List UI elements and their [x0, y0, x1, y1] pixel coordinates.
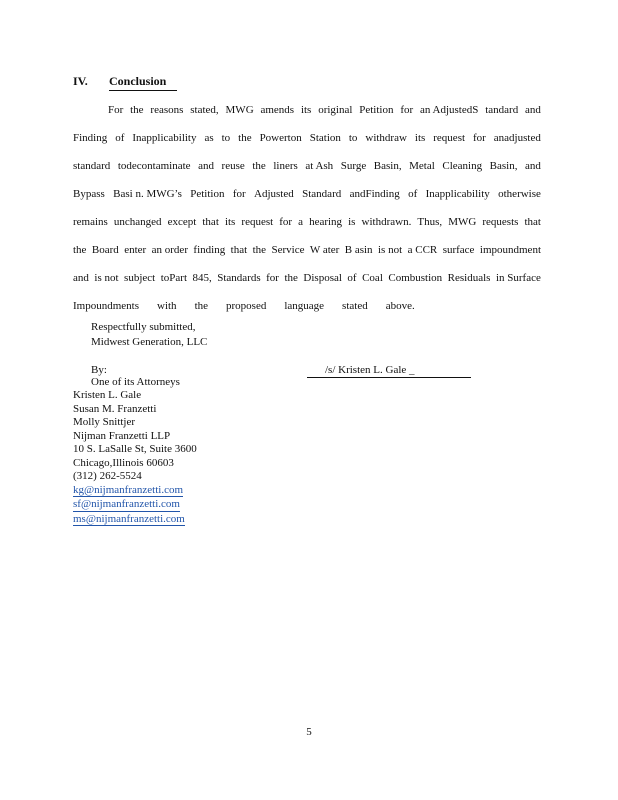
paragraph-word: liners: [273, 160, 298, 172]
paragraph-word: stated,: [190, 104, 219, 116]
paragraph-line: [73, 152, 541, 180]
paragraph-word: For: [108, 104, 124, 116]
attorney-name: Kristen L. Gale: [73, 389, 142, 401]
paragraph-word: Impoundments: [73, 300, 139, 312]
paragraph-word: for: [279, 216, 293, 228]
paragraph-word: impoundment: [479, 244, 541, 256]
paragraph-word: requests: [482, 216, 519, 228]
paragraph-word: Board: [91, 244, 119, 256]
paragraph-line: [73, 180, 541, 208]
paragraph-word: toPart: [160, 272, 187, 284]
paragraph-word: finding: [193, 244, 226, 256]
paragraph-word: reasons: [150, 104, 184, 116]
paragraph-word: the: [284, 272, 298, 284]
paragraph-word: Petition: [190, 188, 225, 200]
paragraph-word: MWG: [448, 216, 477, 228]
paragraph-word: Combustion: [388, 272, 443, 284]
paragraph-word: in Surface: [495, 272, 541, 284]
paragraph-word: Coal: [362, 272, 383, 284]
phone-number: (312) 262-5524: [73, 470, 142, 482]
paragraph-word: its: [224, 216, 236, 228]
paragraph-word: Surge: [340, 160, 367, 172]
paragraph-word: as: [204, 132, 214, 144]
paragraph-word: Powerton: [259, 132, 302, 144]
paragraph-word: an AdjustedS: [420, 104, 479, 116]
paragraph-word: anadjusted: [493, 132, 541, 144]
paragraph-word: that: [230, 244, 248, 256]
paragraph-word: its: [300, 104, 312, 116]
paragraph-word: and: [525, 160, 541, 172]
paragraph-word: unchanged: [113, 216, 162, 228]
address-line-2: Chicago,Illinois 60603: [73, 456, 174, 469]
paragraph-word: proposed: [226, 300, 267, 312]
paragraph-word: Metal: [409, 160, 435, 172]
paragraph-word: for: [266, 272, 279, 284]
paragraph-word: Adjusted: [254, 188, 294, 200]
paragraph-word: reuse: [221, 160, 245, 172]
paragraph-word: language: [284, 300, 325, 312]
email-link[interactable]: sf@nijmanfranzetti.com: [73, 498, 180, 510]
paragraph-word: Cleaning: [442, 160, 483, 172]
paragraph-word: withdraw: [365, 132, 407, 144]
paragraph-word: above.: [385, 300, 415, 312]
paragraph-word: otherwise: [498, 188, 541, 200]
paragraph-word: that: [524, 216, 541, 228]
paragraph-word: Standard: [302, 188, 342, 200]
paragraph-word: is: [348, 216, 356, 228]
paragraph-word: the: [194, 300, 209, 312]
paragraph-line: [73, 208, 541, 236]
paragraph-word: stated: [342, 300, 368, 312]
paragraph-word: request: [433, 132, 466, 144]
paragraph-word: remains: [73, 216, 108, 228]
paragraph-word: with: [157, 300, 177, 312]
paragraph-word: Petition: [359, 104, 394, 116]
section-title: Conclusion: [109, 74, 177, 91]
paragraph-word: Service: [271, 244, 305, 256]
attorney-name: Molly Snittjer: [73, 416, 136, 428]
paragraph-word: at Ash: [305, 160, 334, 172]
paragraph-word: tandard: [485, 104, 519, 116]
paragraph-word: subject: [124, 272, 156, 284]
closing-respectfully: Respectfully submitted,: [91, 321, 196, 333]
paragraph-word: Basin,: [373, 160, 402, 172]
paragraph-word: Bypass: [73, 188, 105, 200]
paragraph-word: of: [408, 188, 418, 200]
paragraph-word: Inapplicability: [132, 132, 197, 144]
paragraph-word: enter: [124, 244, 147, 256]
paragraph-word: that: [202, 216, 219, 228]
paragraph-word: for: [400, 104, 414, 116]
paragraph-line: [73, 124, 541, 152]
paragraph-word: and: [198, 160, 214, 172]
paragraph-word: of: [115, 132, 125, 144]
paragraph-word: the: [238, 132, 252, 144]
paragraph-word: Disposal: [303, 272, 342, 284]
paragraph-word: a: [298, 216, 304, 228]
paragraph-word: B asin: [344, 244, 373, 256]
paragraph-word: todecontaminate: [117, 160, 191, 172]
attorney-block: [73, 389, 197, 527]
paragraph-word: Basin,: [489, 160, 518, 172]
paragraph-line: [73, 236, 541, 264]
attorney-designation: One of its Attorneys: [91, 376, 180, 388]
paragraph-word: its: [414, 132, 426, 144]
paragraph-word: surface: [442, 244, 475, 256]
paragraph-line: [73, 264, 541, 292]
paragraph-word: withdrawn.: [361, 216, 412, 228]
paragraph-word: standard: [73, 160, 111, 172]
paragraph-word: the: [252, 244, 267, 256]
paragraph-word: Finding: [73, 132, 108, 144]
address-line-1: 10 S. LaSalle St, Suite 3600: [73, 443, 197, 455]
paragraph-word: the: [252, 160, 266, 172]
paragraph-word: Station: [309, 132, 341, 144]
paragraph-word: Basi n. MWG’s: [113, 188, 182, 200]
paragraph-word: Residuals: [447, 272, 491, 284]
paragraph-word: is not: [94, 272, 119, 284]
paragraph-word: andFinding: [349, 188, 400, 200]
paragraph-line: [73, 96, 541, 124]
signature-line: /s/ Kristen L. Gale _: [307, 363, 471, 378]
attorney-name: Susan M. Franzetti: [73, 402, 157, 415]
paragraph-line: [73, 292, 541, 320]
paragraph-word: amends: [260, 104, 295, 116]
paragraph-word: request: [241, 216, 274, 228]
page-number: 5: [306, 726, 312, 738]
paragraph-word: is not: [378, 244, 403, 256]
paragraph-word: the: [130, 104, 144, 116]
paragraph-word: for: [473, 132, 486, 144]
paragraph-word: Standards: [217, 272, 261, 284]
closing-party: Midwest Generation, LLC: [91, 336, 208, 348]
paragraph-word: except: [167, 216, 197, 228]
section-number: IV.: [73, 74, 88, 88]
paragraph-word: and: [525, 104, 541, 116]
paragraph-word: W ater: [309, 244, 340, 256]
conclusion-paragraph: [73, 96, 541, 320]
paragraph-word: for: [232, 188, 246, 200]
paragraph-word: of: [347, 272, 357, 284]
paragraph-word: an order: [151, 244, 188, 256]
email-link[interactable]: kg@nijmanfranzetti.com: [73, 483, 184, 496]
email-link[interactable]: ms@nijmanfranzetti.com: [73, 512, 185, 525]
paragraph-word: a CCR: [407, 244, 438, 256]
paragraph-word: to: [348, 132, 358, 144]
paragraph-word: and: [73, 272, 89, 284]
paragraph-word: the: [73, 244, 87, 256]
paragraph-word: 845,: [192, 272, 212, 284]
closing-block: [91, 320, 207, 350]
paragraph-word: Inapplicability: [425, 188, 490, 200]
paragraph-word: Thus,: [417, 216, 443, 228]
by-label: By:: [91, 364, 107, 376]
law-firm: Nijman Franzetti LLP: [73, 429, 171, 442]
paragraph-word: hearing: [309, 216, 343, 228]
paragraph-word: MWG: [225, 104, 254, 116]
paragraph-word: original: [318, 104, 353, 116]
paragraph-word: to: [221, 132, 231, 144]
